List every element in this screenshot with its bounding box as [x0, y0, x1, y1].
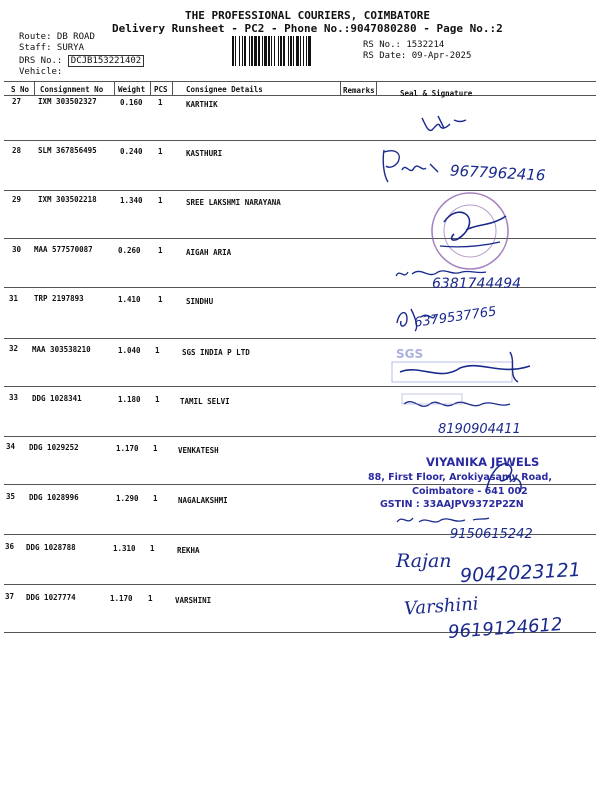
cell-consignment: DDG 1029252 — [29, 443, 79, 452]
header-bottom-rule — [4, 95, 596, 96]
barcode-bar — [283, 36, 285, 66]
cell-consignment: DDG 1028788 — [26, 543, 76, 552]
runsheet-title: Delivery Runsheet - PC2 - Phone No.:9047080280 - Page No.:2 — [112, 22, 503, 35]
cell-consignment: SLM 367856495 — [38, 146, 97, 155]
cell-sno: 30 — [12, 245, 22, 254]
col-header-consignee: Consignee Details — [186, 85, 263, 94]
cell-pcs: 1 — [158, 196, 163, 205]
cell-pcs: 1 — [153, 494, 158, 503]
barcode-bar — [280, 36, 282, 66]
cell-pcs: 1 — [158, 246, 163, 255]
cell-sno: 29 — [12, 195, 22, 204]
stamp-sgs — [390, 342, 560, 390]
vehicle-label: Vehicle: — [19, 67, 63, 77]
cell-sno: 34 — [6, 442, 16, 451]
cell-weight: 1.410 — [118, 295, 141, 304]
barcode-bar — [308, 36, 311, 66]
cell-weight: 0.160 — [120, 98, 143, 107]
drs-key: DRS No.: — [19, 56, 63, 66]
cell-weight: 1.170 — [110, 594, 133, 603]
cell-weight: 0.240 — [120, 147, 143, 156]
cell-consignee: VARSHINI — [175, 596, 212, 605]
route-label: Route: DB ROAD — [19, 32, 95, 42]
phone-varshini: 9619124612 — [447, 614, 564, 643]
cell-consignee: SINDHU — [186, 297, 214, 306]
cell-consignment: IXM 303502327 — [38, 97, 97, 106]
cell-consignment: TRP 2197893 — [34, 294, 84, 303]
barcode-bar — [278, 36, 279, 66]
cell-consignee: KARTHIK — [186, 100, 218, 109]
cell-consignee: KASTHURI — [186, 149, 223, 158]
signature-varshini: Varshini — [403, 593, 480, 620]
stamp-address-1: 88, First Floor, Arokiyasamy Road, — [368, 472, 552, 483]
cell-consignee: SGS INDIA P LTD — [182, 348, 250, 357]
cell-weight: 1.170 — [116, 444, 139, 453]
stamp-gstin: GSTIN : 33AAJPV9372P2ZN — [380, 499, 524, 510]
cell-pcs: 1 — [155, 346, 160, 355]
cell-consignment: DDG 1028996 — [29, 493, 79, 502]
cell-weight: 1.290 — [116, 494, 139, 503]
signature-tamil-selvi — [400, 392, 520, 420]
phone-30: 6381744494 — [432, 276, 522, 292]
cell-consignment: DDG 1028341 — [32, 394, 82, 403]
barcode-bar — [306, 36, 307, 66]
cell-pcs: 1 — [150, 544, 155, 553]
col-rule-6 — [376, 81, 377, 95]
col-header-consignment: Consignment No — [40, 85, 104, 94]
signature-karthik — [418, 108, 468, 136]
cell-sno: 33 — [9, 393, 19, 402]
cell-weight: 1.310 — [113, 544, 136, 553]
stamp-company-name: VIYANIKA JEWELS — [426, 455, 540, 469]
barcode-bar — [251, 36, 253, 66]
svg-text:SGS: SGS — [396, 347, 424, 361]
table-top-rule — [4, 81, 596, 82]
cell-sno: 28 — [12, 146, 22, 155]
cell-consignee: VENKATESH — [178, 446, 219, 455]
cell-pcs: 1 — [155, 395, 160, 404]
cell-consignee: AIGAH ARIA — [186, 248, 232, 257]
barcode-bar — [232, 36, 234, 66]
barcode-bar — [244, 36, 246, 66]
cell-sno: 32 — [9, 344, 19, 353]
cell-consignment: IXM 303502218 — [38, 195, 97, 204]
cell-pcs: 1 — [158, 295, 163, 304]
barcode-bar — [242, 36, 243, 66]
barcode — [232, 36, 354, 66]
phone-rekha: 9042023121 — [459, 558, 582, 588]
row-rule-4 — [4, 338, 596, 339]
col-rule-3 — [150, 81, 151, 95]
cell-consignee: TAMIL SELVI — [180, 397, 230, 406]
cell-pcs: 1 — [158, 98, 163, 107]
cell-weight: 1.040 — [118, 346, 141, 355]
col-header-pcs: PCS — [154, 85, 168, 94]
col-header-remarks: Remarks — [343, 86, 375, 95]
phone-31: 6379537765 — [413, 304, 498, 331]
cell-sno: 31 — [9, 294, 19, 303]
barcode-bar — [258, 36, 260, 66]
cell-sno: 37 — [5, 592, 15, 601]
cell-consignee: SREE LAKSHMI NARAYANA — [186, 198, 281, 207]
rs-number: RS No.: 1532214 — [363, 40, 445, 50]
barcode-bar — [303, 36, 304, 66]
cell-sno: 36 — [5, 542, 15, 551]
col-header-signature: Seal & Signature — [400, 89, 473, 98]
barcode-bar — [274, 36, 275, 66]
barcode-bar — [262, 36, 263, 66]
phone-33: 8190904411 — [438, 422, 521, 437]
barcode-bar — [235, 36, 236, 66]
barcode-bar — [239, 36, 240, 66]
cell-consignee: REKHA — [177, 546, 200, 555]
barcode-bar — [254, 36, 257, 66]
barcode-bar — [293, 36, 294, 66]
cell-sno: 27 — [12, 97, 22, 106]
staff-label: Staff: SURYA — [19, 43, 85, 53]
barcode-bar — [288, 36, 289, 66]
company-title: THE PROFESSIONAL COURIERS, COIMBATORE — [185, 9, 431, 22]
signature-kasthuri — [378, 146, 448, 186]
stamp-address-2: Coimbatore - 641 002 — [412, 486, 528, 497]
signature-rekha: Rajan — [396, 550, 452, 572]
barcode-bar — [264, 36, 267, 66]
phone-28: 9677962416 — [449, 161, 546, 185]
cell-weight: 1.340 — [120, 196, 143, 205]
col-rule-4 — [172, 81, 173, 95]
barcode-bar — [268, 36, 270, 66]
cell-weight: 1.180 — [118, 395, 141, 404]
cell-pcs: 1 — [148, 594, 153, 603]
cell-consignee: NAGALAKSHMI — [178, 496, 228, 505]
cell-consignment: MAA 577570087 — [34, 245, 93, 254]
col-header-weight: Weight — [118, 85, 146, 94]
drs-label — [19, 56, 144, 66]
cell-sno: 35 — [6, 492, 16, 501]
signature-venkatesh — [480, 452, 530, 498]
col-header-sno: S No — [11, 85, 30, 94]
col-rule-5 — [340, 81, 341, 95]
barcode-bar — [300, 36, 301, 66]
barcode-bar — [271, 36, 272, 66]
barcode-bar — [296, 36, 299, 66]
cell-consignment: DDG 1027774 — [26, 593, 76, 602]
barcode-bar — [249, 36, 250, 66]
cell-weight: 0.260 — [118, 246, 141, 255]
col-rule-2 — [114, 81, 115, 95]
cell-pcs: 1 — [153, 444, 158, 453]
rs-date: RS Date: 09-Apr-2025 — [363, 51, 472, 61]
row-rule-0 — [4, 140, 596, 141]
barcode-bar — [290, 36, 292, 66]
cell-pcs: 1 — [158, 147, 163, 156]
col-rule-1 — [34, 81, 35, 95]
drs-value: DCJB153221402 — [68, 55, 144, 67]
cell-consignment: MAA 303538210 — [32, 345, 91, 354]
phone-35: 9150615242 — [450, 527, 533, 542]
